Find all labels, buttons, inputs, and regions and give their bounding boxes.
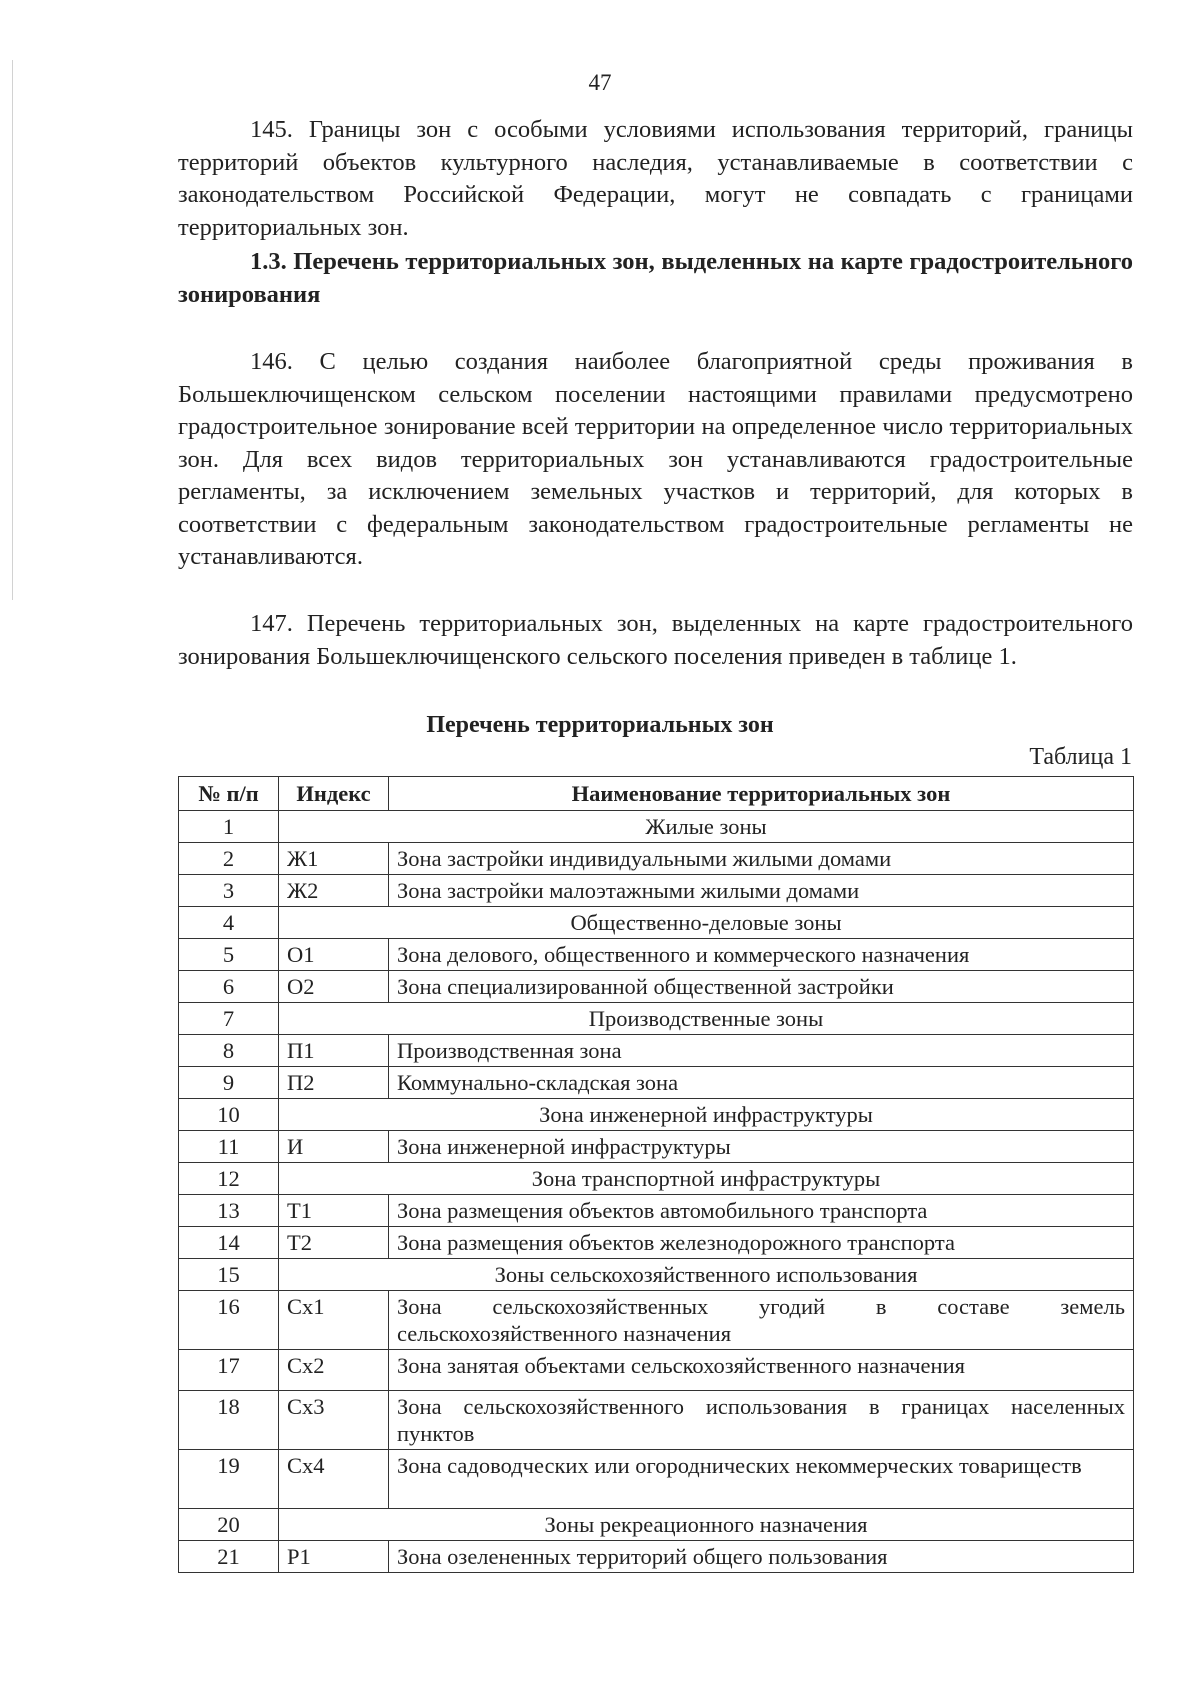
table-row [179, 1291, 1134, 1350]
row-num: 20 [179, 1509, 279, 1541]
row-index: Ж1 [279, 843, 389, 875]
row-num: 18 [179, 1391, 279, 1450]
row-index: Сх3 [279, 1391, 389, 1450]
row-zone-name: Зона размещения объектов автомобильного транспорта [389, 1195, 1134, 1227]
table-header-row [179, 777, 1134, 811]
table-title: Перечень территориальных зон [426, 712, 774, 738]
row-zone-name: Зона инженерной инфраструктуры [389, 1131, 1134, 1163]
table-row [179, 1131, 1134, 1163]
row-num: 8 [179, 1035, 279, 1067]
row-num: 11 [179, 1131, 279, 1163]
row-zone-name: Производственная зона [389, 1035, 1134, 1067]
group-title: Производственные зоны [279, 1003, 1134, 1035]
row-num: 6 [179, 971, 279, 1003]
paragraph-147-text: 147. Перечень территориальных зон, выделенных на карте градостроительного зонирования Большеключищенского сельского поселения приведен в таблице 1. [178, 610, 1133, 670]
row-zone-name: Зона озелененных территорий общего пользования [389, 1541, 1134, 1573]
row-index: И [279, 1131, 389, 1163]
paragraph-145-text: 145. Границы зон с особыми условиями использования территорий, границы территорий объектов культурного наследия, устанавливаемые в соответствии с законодательством Российской Федерации, могут не совпадать с границами территориальных зон. [178, 116, 1133, 241]
row-zone-name: Коммунально-складская зона [389, 1067, 1134, 1099]
group-title: Зона транспортной инфраструктуры [279, 1163, 1134, 1195]
table-row [179, 1035, 1134, 1067]
header-num: № п/п [179, 777, 279, 811]
row-zone-name: Зона садоводческих или огороднических некоммерческих товариществ [389, 1450, 1134, 1509]
group-title: Зоны сельскохозяйственного использования [279, 1259, 1134, 1291]
paragraph-146-text: 146. С целью создания наиболее благоприятной среды проживания в Большеключищенском сельском поселении настоящими правилами предусмотрено градостроительное зонирование всей территории на определенное число территориальных зон. Для всех видов территориальных зон устанавливаются градостроительные регламенты, за исключением земельных участков и территорий, для которых в соответствии с федеральным законодательством градостроительные регламенты не устанавливаются. [178, 348, 1133, 570]
table-row-group [179, 1259, 1134, 1291]
row-zone-name: Зона сельскохозяйственного использования в границах населенных пунктов [389, 1391, 1134, 1450]
row-zone-name: Зона занятая объектами сельскохозяйственного назначения [389, 1350, 1134, 1391]
group-title: Жилые зоны [279, 811, 1134, 843]
row-zone-name: Зона размещения объектов железнодорожного транспорта [389, 1227, 1134, 1259]
table-row [179, 875, 1134, 907]
table-row [179, 1350, 1134, 1391]
row-num: 19 [179, 1450, 279, 1509]
group-title: Зоны рекреационного назначения [279, 1509, 1134, 1541]
table-row-group [179, 1509, 1134, 1541]
table-row [179, 1450, 1134, 1509]
row-index: Сх1 [279, 1291, 389, 1350]
page-number: 47 [588, 70, 612, 95]
table-label: Таблица 1 [1029, 744, 1132, 770]
row-num: 9 [179, 1067, 279, 1099]
row-zone-name: Зона сельскохозяйственных угодий в составе земель сельскохозяйственного назначения [389, 1291, 1134, 1350]
table-row [179, 1067, 1134, 1099]
table-row-group [179, 1163, 1134, 1195]
scan-edge-line [12, 60, 13, 600]
table-row [179, 939, 1134, 971]
row-index: П2 [279, 1067, 389, 1099]
row-num: 1 [179, 811, 279, 843]
row-zone-name: Зона застройки индивидуальными жилыми домами [389, 843, 1134, 875]
table-row-group [179, 907, 1134, 939]
table-row [179, 1195, 1134, 1227]
row-index: Сх4 [279, 1450, 389, 1509]
row-num: 12 [179, 1163, 279, 1195]
row-zone-name: Зона застройки малоэтажными жилыми домами [389, 875, 1134, 907]
row-index: О1 [279, 939, 389, 971]
row-index: Ж2 [279, 875, 389, 907]
row-index: Р1 [279, 1541, 389, 1573]
row-num: 2 [179, 843, 279, 875]
row-num: 10 [179, 1099, 279, 1131]
table-row-group [179, 1003, 1134, 1035]
header-name: Наименование территориальных зон [389, 777, 1134, 811]
row-num: 15 [179, 1259, 279, 1291]
zones-table [178, 776, 1134, 1573]
table-row-group [179, 1099, 1134, 1131]
row-index: Т1 [279, 1195, 389, 1227]
row-num: 5 [179, 939, 279, 971]
table-row [179, 1541, 1134, 1573]
row-index: Сх2 [279, 1350, 389, 1391]
paragraph-145 [178, 114, 1133, 244]
paragraph-147 [178, 608, 1133, 673]
table-row [179, 843, 1134, 875]
row-num: 7 [179, 1003, 279, 1035]
group-title: Общественно-деловые зоны [279, 907, 1134, 939]
row-index: О2 [279, 971, 389, 1003]
row-num: 4 [179, 907, 279, 939]
row-zone-name: Зона делового, общественного и коммерческого назначения [389, 939, 1134, 971]
row-num: 13 [179, 1195, 279, 1227]
section-heading-1-3 [178, 246, 1133, 311]
table-row [179, 1391, 1134, 1450]
row-num: 16 [179, 1291, 279, 1350]
paragraph-146 [178, 346, 1133, 574]
table-row [179, 1227, 1134, 1259]
table-row [179, 971, 1134, 1003]
row-num: 17 [179, 1350, 279, 1391]
row-zone-name: Зона специализированной общественной застройки [389, 971, 1134, 1003]
row-num: 14 [179, 1227, 279, 1259]
table-row-group [179, 811, 1134, 843]
header-index: Индекс [279, 777, 389, 811]
group-title: Зона инженерной инфраструктуры [279, 1099, 1134, 1131]
row-index: Т2 [279, 1227, 389, 1259]
section-heading-text: 1.3. Перечень территориальных зон, выделенных на карте градостроительного зонирования [178, 248, 1133, 308]
row-num: 3 [179, 875, 279, 907]
row-index: П1 [279, 1035, 389, 1067]
row-num: 21 [179, 1541, 279, 1573]
